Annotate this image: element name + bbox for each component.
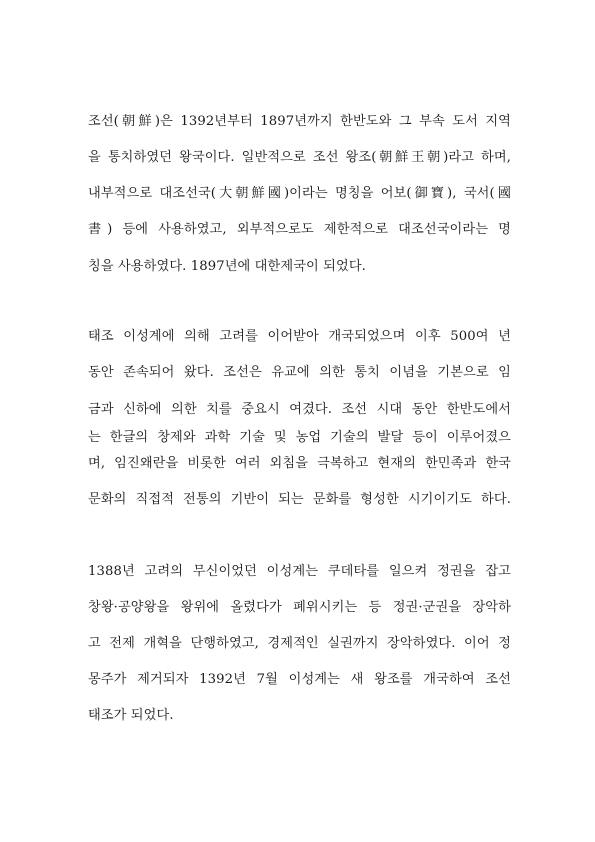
paragraph-line: 칭을 사용하였다. 1897년에 대한제국이 되었다. <box>88 259 366 274</box>
paragraph-line: 내부적으로 대조선국(大朝鮮國)이라는 명칭을 어보(御寶), 국서(國 <box>88 186 511 201</box>
paragraph-line: 동안 존속되어 왔다. 조선은 유교에 의한 통치 이념을 기본으로 임 <box>88 365 511 380</box>
paragraph-line: 을 통치하였던 왕국이다. 일반적으로 조선 왕조(朝鮮王朝)라고 하며, <box>88 150 511 165</box>
paragraph-line: 書) 등에 사용하였고, 외부적으로도 제한적으로 대조선국이라는 명 <box>88 222 511 237</box>
paragraph-line: 고 전제 개혁을 단행하였고, 경제적인 실권까지 장악하였다. 이어 정 <box>88 636 511 651</box>
paragraph-line: 창왕·공양왕을 왕위에 올렸다가 폐위시키는 등 정권·군권을 장악하 <box>88 600 511 615</box>
paragraph-line: 는 한글의 창제와 과학 기술 및 농업 기술의 발달 등이 이루어졌으 <box>88 430 511 445</box>
paragraph-line: 몽주가 제거되자 1392년 7월 이성계는 새 왕조를 개국하여 조선 <box>88 672 511 687</box>
paragraph-line: 조선(朝鮮)은 1392년부터 1897년까지 한반도와 그 부속 도서 지역 <box>88 114 511 129</box>
paragraph-line: 태조 이성계에 의해 고려를 이어받아 개국되었으며 이후 500여 년 <box>88 329 511 344</box>
paragraph-line: 문화의 직접적 전통의 기반이 되는 문화를 형성한 시기이기도 하다. <box>88 492 511 507</box>
paragraph-line: 금과 신하에 의한 치를 중요시 여겼다. 조선 시대 동안 한반도에서 <box>88 402 511 417</box>
paragraph-line: 태조가 되었다. <box>88 708 174 723</box>
paragraph-line: 며, 임진왜란을 비롯한 여러 외침을 극복하고 현재의 한민족과 한국 <box>88 456 511 471</box>
paragraph-line: 1388년 고려의 무신이었던 이성계는 쿠데타를 일으켜 정권을 잡고 <box>88 564 511 579</box>
